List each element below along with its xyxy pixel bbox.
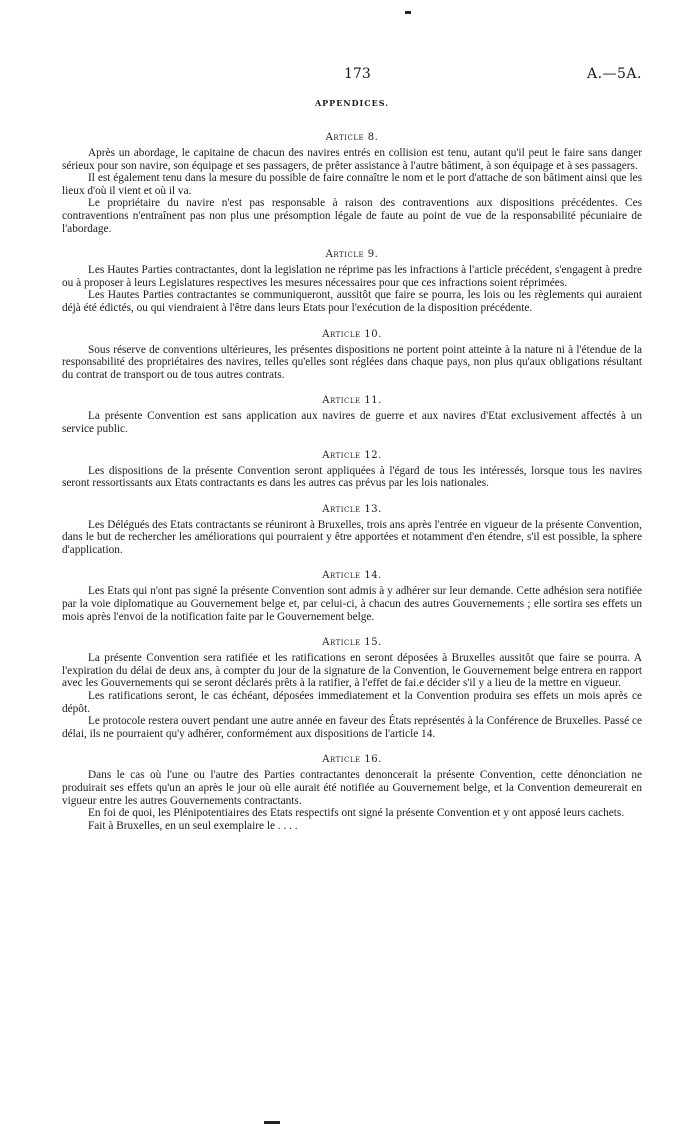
article-title: Article 11. [322, 395, 382, 407]
paragraph: Les Etats qui n'ont pas signé la présente Convention sont admis à y adhérer sur leur demande. Cette adhésion sera notifiée par la voie diplomatique au Gouvernement belge et, par celui-ci, à chacun des autres Gouvernements ; elle sortira ses effets un mois après l'envoi de la notification faite par le Gouvernement belge. [62, 585, 642, 623]
page-number: 173 [344, 66, 371, 82]
article-8 [62, 132, 642, 235]
article-title: Article 15. [322, 637, 382, 649]
paragraph: La présente Convention sera ratifiée et les ratifications en seront déposées à Bruxelles aussitôt que faire se pourra. A l'expiration du délai de deux ans, à compter du jour de la signature de la Convention, le Gouvernement belge entrera en rapport avec les Gouvernements qui se seront déclarés prêts à la ratifier, à l'effet de fai.e décider s'il y a lieu de la mettre en vigueur. [62, 652, 642, 690]
article-11 [62, 395, 642, 435]
article-title: Article 12. [322, 449, 382, 461]
document-page [62, 66, 642, 846]
paragraph: Les dispositions de la présente Convention seront appliquées à l'égard de tous les intéressés, lorsque tous les navires seront ressortissants aux Etats contractants es dans les autres cas prévus par les lois nationales. [62, 464, 642, 490]
article-15 [62, 637, 642, 740]
paragraph: Il est également tenu dans la mesure du possible de faire connaître le nom et le port d'attache de son bâtiment ainsi que les lieux d'où il vient et où il va. [62, 172, 642, 197]
paragraph: Les Délégués des Etats contractants se réuniront à Bruxelles, trois ans après l'entrée en vigueur de la présente Convention, dans le but de rechercher les améliorations qui pourraient y être apportées et notamment d'en étendre, s'il est possible, la sphere d'application. [62, 518, 642, 556]
article-title: Article 8. [325, 132, 379, 143]
article-title: Article 13. [322, 503, 382, 515]
article-13 [62, 504, 642, 557]
document-reference: A.—5A. [586, 66, 642, 82]
article-title: Article 9. [325, 249, 379, 261]
article-16 [62, 754, 642, 832]
article-14 [62, 570, 642, 623]
article-12 [62, 450, 642, 490]
paragraph: Les Hautes Parties contractantes, dont la legislation ne réprime pas les infractions à l'article précédent, s'engagent à predre ou à proposer à leurs Legislatures respectives les mesures nécessaires pour que ces infractions soient réprimées. [62, 264, 642, 289]
paragraph: Les ratifications seront, le cas échéant, déposées immediatement et la Convention produira ses effets un mois après ce dépôt. [62, 690, 642, 715]
paragraph: Dans le cas où l'une ou l'autre des Parties contractantes denoncerait la présente Convention, cette dénonciation ne produirait ses effets qu'un an après le jour où elle aurait été notifiée au Gouvernement belge, et la Convention demeurerait en vigueur entre les autres Gouvernements contractants. [62, 769, 642, 807]
paragraph: Après un abordage, le capitaine de chacun des navires entrés en collision est tenu, autant qu'il peut le faire sans danger sérieux pour son navire, son équipage et ses passagers, de prêter assistance à l'autre bâtiment, à son équipage et à ses passagers. [62, 147, 642, 172]
page-header [62, 66, 642, 88]
article-title: Article 16. [322, 754, 382, 766]
article-title: Article 10. [322, 328, 382, 340]
paragraph: Le propriétaire du navire n'est pas responsable à raison des contraventions aux dispositions précédentes. Ces contraventions n'entraînent pas non plus une présomption légale de faute au point de vue de la responsabilité pécuniaire de l'abordage. [62, 197, 642, 235]
paragraph: En foi de quoi, les Plénipotentiaires des Etats respectifs ont signé la présente Convention et y ont apposé leurs cachets. [88, 807, 625, 820]
paragraph: La présente Convention est sans application aux navires de guerre et aux navires d'Etat exclusivement affectés à un service public. [62, 410, 642, 435]
signature-line: Fait à Bruxelles, en un seul exemplaire le . . . . [88, 819, 298, 832]
article-9 [62, 249, 642, 314]
paragraph: Sous réserve de conventions ultérieures, les présentes dispositions ne portent point atteinte à la nature ni à l'étendue de la responsabilité des propriétaires des navires, telles qu'elles sont réglées dans chaque pays, non plus qu'aux obligations résultant du contrat de transport ou de tous autres contrats. [62, 343, 642, 381]
article-title: Article 14. [322, 570, 382, 582]
paragraph: Le protocole restera ouvert pendant une autre année en faveur des États représentés à la Conférence de Bruxelles. Passé ce délai, ils ne pourraient qu'y adhérer, conformément aux dispositions de l'article 14. [62, 715, 642, 740]
article-10 [62, 329, 642, 382]
section-title: APPENDICES. [314, 98, 390, 108]
scan-speck-top [405, 11, 411, 14]
paragraph: Les Hautes Parties contractantes se communiqueront, aussitôt que faire se pourra, les lois ou les règlements qui auraient déjà été édictés, ou qui viendraient à l'être dans leurs Etats pour l'exécution de la disposition précédente. [62, 289, 642, 314]
scan-speck-bottom [264, 1121, 280, 1124]
